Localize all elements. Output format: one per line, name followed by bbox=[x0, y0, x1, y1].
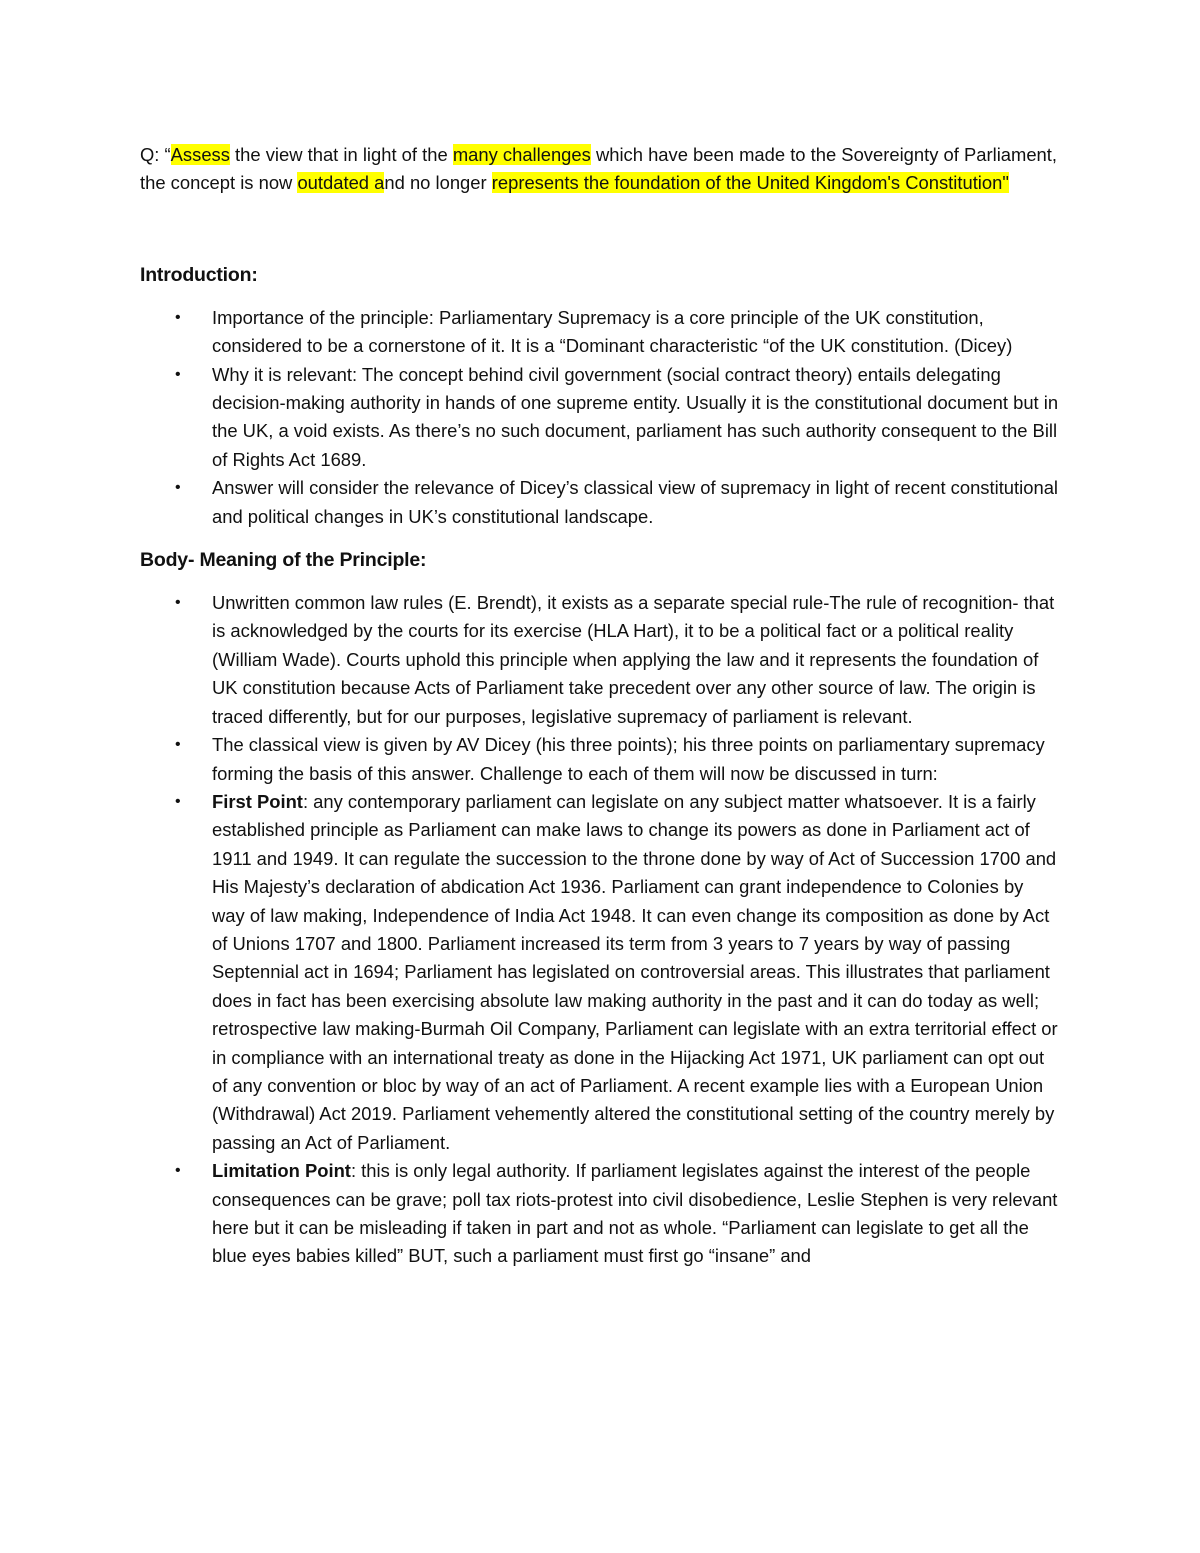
introduction-list bbox=[140, 304, 1060, 531]
bullet-icon: • bbox=[175, 1162, 181, 1180]
list-item bbox=[140, 1157, 1060, 1271]
list-item-text: : any contemporary parliament can legislate on any subject matter whatsoever. It is a fairly established principle as Parliament can make laws to change its powers as done in Parliament act of 1911 and 1949. It can regulate the succession to the throne done by way of Act of Succession 1700 and His Majesty’s declaration of abdication Act 1936. Parliament can grant independence to Colonies by way of law making, Independence of India Act 1948. It can even change its composition as done by Act of Unions 1707 and 1800. Parliament increased its term from 3 years to 7 years by way of passing Septennial act in 1694; Parliament has legislated on controversial areas. This illustrates that parliament does in fact has been exercising absolute law making authority in the past and it can do today as well; retrospective law making-Burmah Oil Company, Parliament can legislate with an extra territorial effect or in compliance with an international treaty as done in the Hijacking Act 1971, UK parliament can opt out of any convention or bloc by way of an act of Parliament. A recent example lies with a European Union (Withdrawal) Act 2019. Parliament vehemently altered the constitutional setting of the country merely by passing an Act of Parliament. bbox=[212, 790, 1058, 1153]
question-prefix: Q: “ bbox=[140, 144, 171, 165]
list-item-text: Answer will consider the relevance of Dicey’s classical view of supremacy in light of recent constitutional and political changes in UK’s constitutional landscape. bbox=[212, 477, 1059, 527]
question-text-2: which have been made to the Sovereignty of Parliament, the concept is now bbox=[140, 144, 1057, 194]
question-text-3: nd no longer bbox=[384, 172, 492, 194]
bullet-icon: • bbox=[175, 308, 181, 326]
highlight-outdated: outdated a bbox=[297, 172, 385, 194]
bullet-icon: • bbox=[175, 594, 181, 612]
highlight-many-challenges: many challenges bbox=[452, 144, 591, 165]
limitation-point-label: Limitation Point bbox=[212, 1160, 351, 1182]
highlight-assess: Assess bbox=[170, 144, 230, 165]
highlight-foundation: represents the foundation of the United Kingdom's Constitution" bbox=[491, 172, 1009, 194]
list-item-text: Unwritten common law rules (E. Brendt), it exists as a separate special rule-The rule of recognition- that is acknowledged by the courts for its exercise (HLA Hart), it to be a political fact or a political reality (William Wade). Courts uphold this principle when applying the law and it represents the foundation of UK constitution because Acts of Parliament take precedent over any other source of law. The origin is traced differently, but for our purposes, legislative supremacy of parliament is relevant. bbox=[212, 592, 1055, 727]
body-list bbox=[140, 589, 1060, 1271]
list-item-text: : this is only legal authority. If parliament legislates against the interest of the people consequences can be grave; poll tax riots-protest into civil disobedience, Leslie Stephen is very relevant here but it can be misleading if taken in part and not as whole. “Parliament can legislate to get all the blue eyes babies killed” BUT, such a parliament must first go “insane” and bbox=[212, 1160, 1058, 1267]
bullet-icon: • bbox=[175, 792, 181, 810]
list-item-text: Why it is relevant: The concept behind civil government (social contract theory) entails delegating decision-making authority in hands of one supreme entity. Usually it is the constitutional document but in the UK, a void exists. As there’s no such document, parliament has such authority consequent to the Bill of Rights Act 1689. bbox=[212, 363, 1059, 470]
bullet-icon: • bbox=[175, 365, 181, 383]
first-point-label: First Point bbox=[212, 790, 303, 812]
list-item bbox=[140, 361, 1060, 475]
list-item-text: Importance of the principle: Parliamentary Supremacy is a core principle of the UK constitution, considered to be a cornerstone of it. It is a “Dominant characteristic “of the UK constitution. (Dicey) bbox=[212, 306, 1013, 357]
question-paragraph bbox=[140, 141, 1060, 198]
question-text-1: the view that in light of the bbox=[229, 144, 453, 165]
bullet-icon: • bbox=[175, 479, 181, 497]
introduction-heading: Introduction: bbox=[140, 263, 258, 286]
list-item bbox=[140, 788, 1060, 1157]
list-item bbox=[140, 731, 1060, 788]
list-item bbox=[140, 304, 1060, 361]
list-item bbox=[140, 589, 1060, 731]
body-heading: Body- Meaning of the Principle: bbox=[140, 549, 427, 572]
list-item bbox=[140, 474, 1060, 531]
list-item-text: The classical view is given by AV Dicey (his three points); his three points on parliamentary supremacy forming the basis of this answer. Challenge to each of them will now be discussed in turn: bbox=[212, 734, 1045, 784]
document-content bbox=[140, 141, 1060, 1271]
bullet-icon: • bbox=[175, 736, 181, 754]
